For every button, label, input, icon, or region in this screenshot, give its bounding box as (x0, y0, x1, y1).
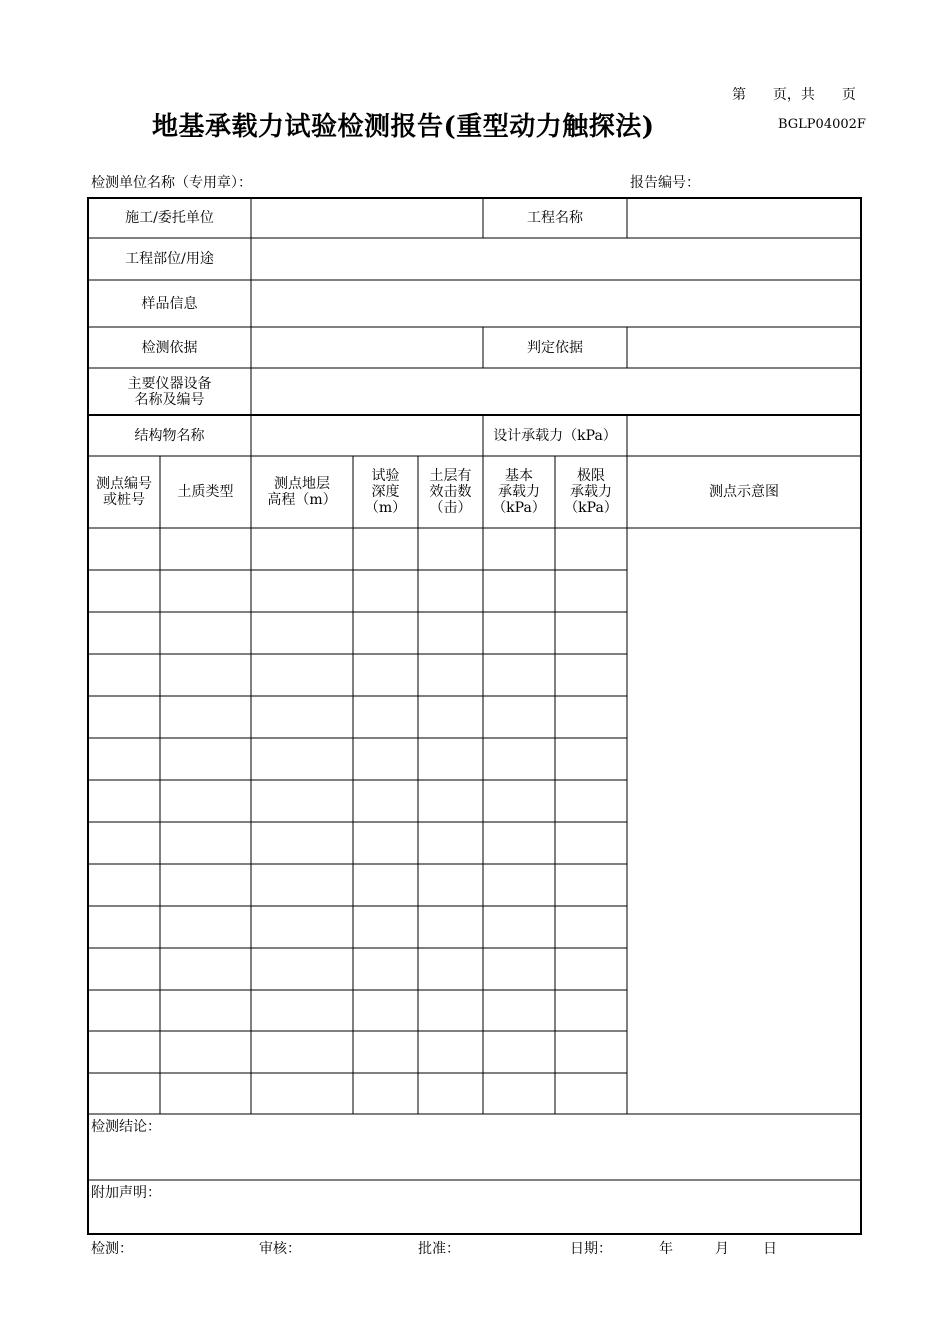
judge-basis-label: 判定依据 (527, 339, 583, 356)
blows-cell[interactable] (418, 990, 483, 1031)
limit-capacity-cell[interactable] (555, 948, 627, 990)
limit-capacity-cell[interactable] (555, 780, 627, 822)
project-name-label: 工程名称 (527, 210, 583, 226)
point-cell[interactable] (88, 822, 160, 864)
elevation-cell[interactable] (251, 1031, 353, 1073)
limit-capacity-cell[interactable] (555, 822, 627, 864)
depth-cell[interactable] (353, 1073, 418, 1114)
col-header-blows-line2: 效击数 (429, 484, 472, 500)
conclusion-label: 检测结论： (91, 1119, 161, 1135)
page-label-first: 第 (732, 87, 746, 103)
report-number-label: 报告编号： (630, 175, 700, 191)
soil-cell[interactable] (160, 780, 251, 822)
depth-cell[interactable] (353, 864, 418, 906)
limit-capacity-cell[interactable] (555, 612, 627, 654)
basic-capacity-cell[interactable] (483, 864, 555, 906)
page-label-last: 页 (841, 87, 856, 103)
point-cell[interactable] (88, 696, 160, 738)
depth-cell[interactable] (353, 654, 418, 696)
blows-cell[interactable] (418, 906, 483, 948)
col-header-depth-line2: 深度 (371, 484, 400, 500)
unit-label: 检测单位名称（专用章）： (91, 175, 252, 191)
statement-field[interactable] (88, 1202, 861, 1234)
col-header-limit-line1: 极限 (577, 468, 605, 484)
sample-info-label: 样品信息 (141, 295, 198, 312)
col-header-limit-capacity (555, 456, 627, 528)
design-capacity-field[interactable] (627, 415, 861, 456)
basic-capacity-cell[interactable] (483, 696, 555, 738)
basic-capacity-cell[interactable] (483, 948, 555, 990)
soil-cell[interactable] (160, 654, 251, 696)
equipment-field[interactable] (251, 368, 861, 415)
col-header-point-line1: 测点编号 (96, 476, 152, 492)
test-basis-label: 检测依据 (141, 339, 198, 356)
soil-cell[interactable] (160, 1031, 251, 1073)
depth-cell[interactable] (353, 948, 418, 990)
limit-capacity-cell[interactable] (555, 696, 627, 738)
footer-date: 日期： (570, 1241, 612, 1257)
depth-cell[interactable] (353, 906, 418, 948)
equipment-label-line2: 名称及编号 (134, 391, 205, 408)
location-field[interactable] (251, 238, 861, 280)
elevation-cell[interactable] (251, 990, 353, 1031)
col-header-elevation (251, 456, 353, 528)
point-cell[interactable] (88, 948, 160, 990)
point-cell[interactable] (88, 654, 160, 696)
basic-capacity-cell[interactable] (483, 1031, 555, 1073)
blows-cell[interactable] (418, 738, 483, 780)
depth-cell[interactable] (353, 822, 418, 864)
elevation-cell[interactable] (251, 528, 353, 570)
elevation-cell[interactable] (251, 612, 353, 654)
basic-capacity-cell[interactable] (483, 906, 555, 948)
limit-capacity-cell[interactable] (555, 528, 627, 570)
basic-capacity-cell[interactable] (483, 780, 555, 822)
blows-cell[interactable] (418, 612, 483, 654)
structure-name-label: 结构物名称 (134, 427, 205, 444)
limit-capacity-cell[interactable] (555, 570, 627, 612)
elevation-cell[interactable] (251, 864, 353, 906)
limit-capacity-cell[interactable] (555, 864, 627, 906)
elevation-cell[interactable] (251, 780, 353, 822)
col-header-depth-line3: （m） (364, 500, 407, 516)
soil-cell[interactable] (160, 1073, 251, 1114)
blows-cell[interactable] (418, 654, 483, 696)
point-cell[interactable] (88, 1031, 160, 1073)
elevation-cell[interactable] (251, 822, 353, 864)
col-header-basic-line2: 承载力 (498, 484, 540, 500)
depth-cell[interactable] (353, 612, 418, 654)
footer-year: 年 (659, 1241, 673, 1257)
blows-cell[interactable] (418, 528, 483, 570)
col-header-depth-line1: 试验 (371, 468, 400, 484)
point-cell[interactable] (88, 738, 160, 780)
depth-cell[interactable] (353, 780, 418, 822)
equipment-label-line1: 主要仪器设备 (127, 375, 212, 392)
col-header-elevation-line2: 高程（m） (267, 492, 337, 508)
soil-cell[interactable] (160, 570, 251, 612)
client-label: 施工/委托单位 (125, 210, 214, 226)
basic-capacity-cell[interactable] (483, 528, 555, 570)
judge-basis-field[interactable] (627, 327, 861, 368)
sample-info-field[interactable] (251, 280, 861, 327)
elevation-cell[interactable] (251, 738, 353, 780)
soil-cell[interactable] (160, 990, 251, 1031)
design-capacity-label: 设计承载力（kPa） (493, 427, 617, 444)
equipment-label (88, 368, 251, 415)
point-cell[interactable] (88, 864, 160, 906)
client-value-field[interactable] (251, 198, 483, 238)
elevation-cell[interactable] (251, 906, 353, 948)
blows-cell[interactable] (418, 1031, 483, 1073)
footer-approver: 批准： (418, 1241, 460, 1257)
col-header-basic-line1: 基本 (505, 468, 533, 484)
blows-cell[interactable] (418, 948, 483, 990)
point-cell[interactable] (88, 1073, 160, 1114)
basic-capacity-cell[interactable] (483, 738, 555, 780)
point-cell[interactable] (88, 528, 160, 570)
col-header-depth (353, 456, 418, 528)
depth-cell[interactable] (353, 738, 418, 780)
soil-cell[interactable] (160, 948, 251, 990)
statement-label: 附加声明： (91, 1185, 161, 1201)
depth-cell[interactable] (353, 570, 418, 612)
point-cell[interactable] (88, 780, 160, 822)
footer-tester: 检测： (91, 1241, 133, 1257)
col-header-point (88, 456, 160, 528)
limit-capacity-cell[interactable] (555, 990, 627, 1031)
limit-capacity-cell[interactable] (555, 738, 627, 780)
location-label: 工程部位/用途 (125, 251, 214, 267)
structure-name-field[interactable] (251, 415, 483, 456)
point-cell[interactable] (88, 990, 160, 1031)
elevation-cell[interactable] (251, 1073, 353, 1114)
col-header-basic-capacity (483, 456, 555, 528)
elevation-cell[interactable] (251, 696, 353, 738)
col-header-limit-line2: 承载力 (570, 484, 612, 500)
col-header-blows-line3: （击） (429, 500, 472, 516)
soil-cell[interactable] (160, 612, 251, 654)
point-cell[interactable] (88, 570, 160, 612)
col-header-basic-line3: （kPa） (492, 500, 546, 516)
blows-cell[interactable] (418, 696, 483, 738)
col-header-soil: 土质类型 (177, 484, 234, 500)
depth-cell[interactable] (353, 696, 418, 738)
basic-capacity-cell[interactable] (483, 654, 555, 696)
col-header-elevation-line1: 测点地层 (274, 476, 330, 492)
limit-capacity-cell[interactable] (555, 906, 627, 948)
col-header-point-line2: 或桩号 (103, 492, 145, 508)
col-header-blows (418, 456, 483, 528)
point-cell[interactable] (88, 906, 160, 948)
footer-day: 日 (763, 1241, 777, 1257)
basic-capacity-cell[interactable] (483, 1073, 555, 1114)
conclusion-field[interactable] (88, 1136, 861, 1180)
soil-cell[interactable] (160, 864, 251, 906)
soil-cell[interactable] (160, 738, 251, 780)
page-label-mid: 页，共 (772, 87, 815, 103)
basic-capacity-cell[interactable] (483, 990, 555, 1031)
depth-cell[interactable] (353, 990, 418, 1031)
basic-capacity-cell[interactable] (483, 612, 555, 654)
soil-cell[interactable] (160, 696, 251, 738)
sketch-area[interactable] (627, 528, 861, 1114)
blows-cell[interactable] (418, 1073, 483, 1114)
footer-reviewer: 审核： (259, 1241, 301, 1257)
footer-month: 月 (715, 1241, 729, 1257)
col-header-blows-line1: 土层有 (429, 468, 472, 484)
limit-capacity-cell[interactable] (555, 1031, 627, 1073)
point-cell[interactable] (88, 612, 160, 654)
blows-cell[interactable] (418, 780, 483, 822)
limit-capacity-cell[interactable] (555, 1073, 627, 1114)
basic-capacity-cell[interactable] (483, 822, 555, 864)
elevation-cell[interactable] (251, 948, 353, 990)
page-title: 地基承载力试验检测报告(重型动力触探法) (152, 112, 655, 142)
soil-cell[interactable] (160, 822, 251, 864)
test-basis-field[interactable] (251, 327, 483, 368)
col-header-limit-line3: （kPa） (564, 500, 618, 516)
project-name-field[interactable] (627, 198, 861, 238)
blows-cell[interactable] (418, 570, 483, 612)
soil-cell[interactable] (160, 906, 251, 948)
elevation-cell[interactable] (251, 570, 353, 612)
soil-cell[interactable] (160, 528, 251, 570)
depth-cell[interactable] (353, 528, 418, 570)
depth-cell[interactable] (353, 1031, 418, 1073)
form-code: BGLP04002F (778, 117, 866, 132)
basic-capacity-cell[interactable] (483, 570, 555, 612)
elevation-cell[interactable] (251, 654, 353, 696)
limit-capacity-cell[interactable] (555, 654, 627, 696)
blows-cell[interactable] (418, 822, 483, 864)
blows-cell[interactable] (418, 864, 483, 906)
col-header-sketch: 测点示意图 (709, 484, 779, 500)
